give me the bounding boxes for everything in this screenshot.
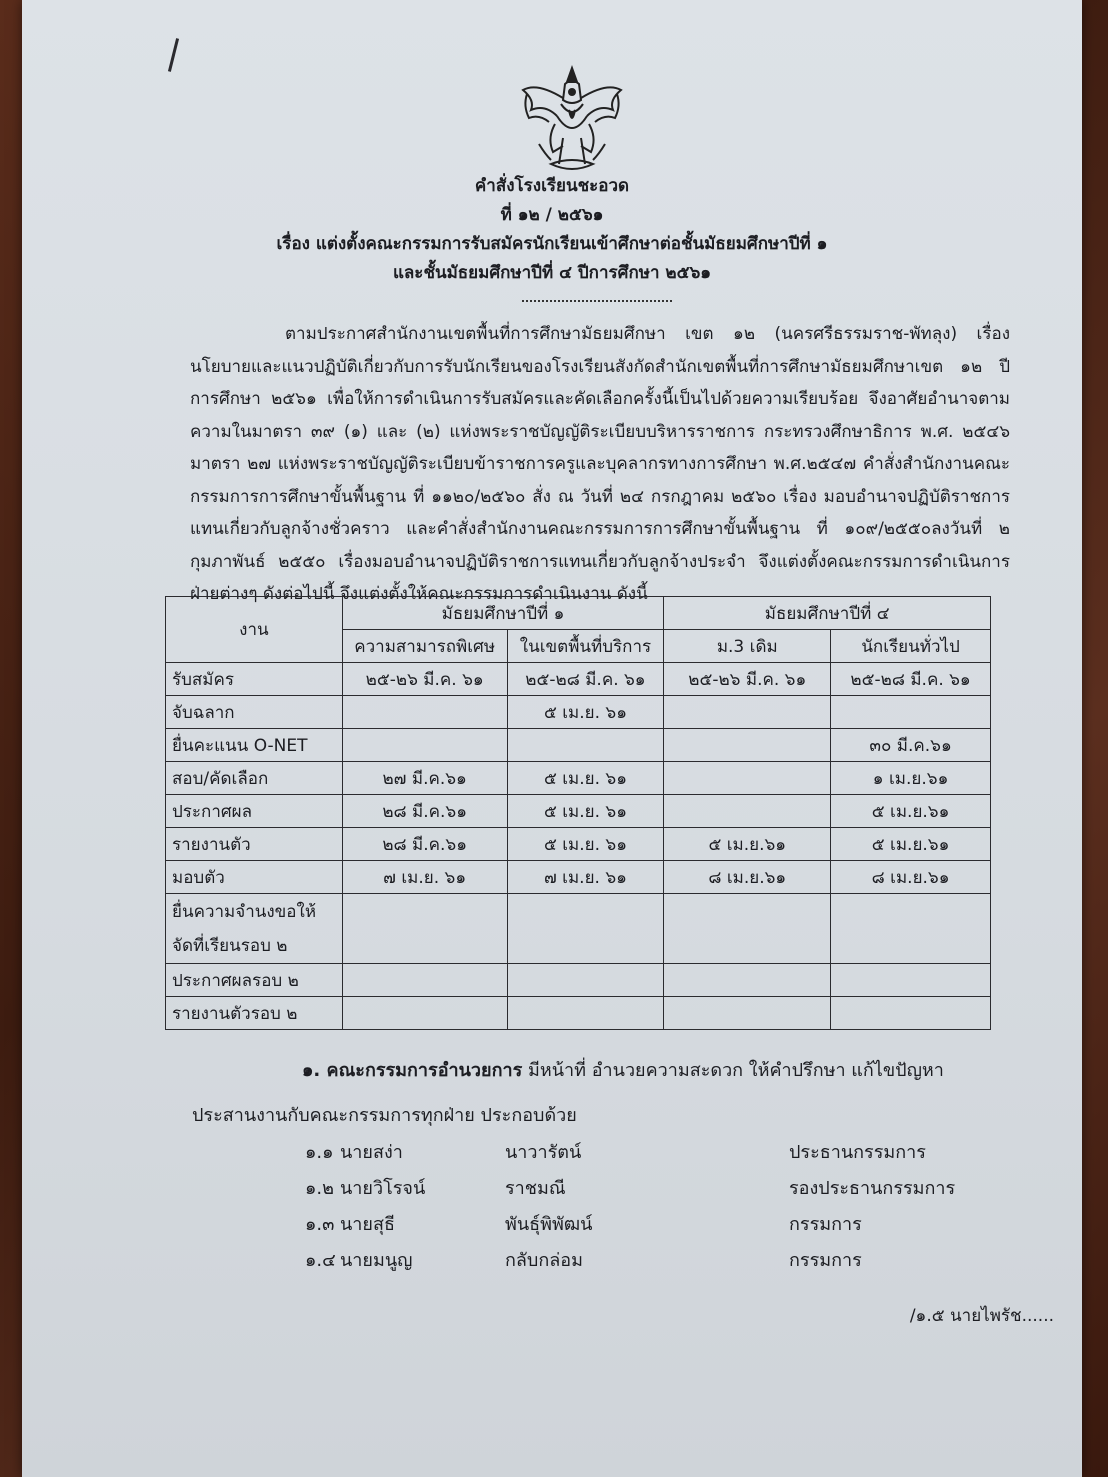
- cell: ๕ เม.ย. ๖๑: [507, 795, 664, 828]
- cell: [507, 997, 664, 1030]
- cell: ๕ เม.ย.๖๑: [664, 828, 831, 861]
- row-task: ประกาศผล: [166, 795, 343, 828]
- member-first-name: นายวิโรจน์: [340, 1178, 426, 1199]
- committee-subheading: ประสานงานกับคณะกรรมการทุกฝ่าย ประกอบด้วย: [192, 1105, 577, 1126]
- cell: ๒๕-๒๘ มี.ค. ๖๑: [507, 663, 664, 696]
- cell: [342, 964, 507, 997]
- table-row: [166, 663, 991, 696]
- subheader-m1-area: ในเขตพื้นที่บริการ: [507, 630, 664, 663]
- cell: ๒๕-๒๖ มี.ค. ๖๑: [664, 663, 831, 696]
- table-row: [166, 997, 991, 1030]
- member-role: รองประธานกรรมการ: [789, 1178, 956, 1199]
- cell: ๕ เม.ย. ๖๑: [507, 762, 664, 795]
- cell: [507, 964, 664, 997]
- cell: ๒๗ มี.ค.๖๑: [342, 762, 507, 795]
- subject-line-1: เรื่อง แต่งตั้งคณะกรรมการรับสมัครนักเรียนเข้าศึกษาต่อชั้นมัธยมศึกษาปีที่ ๑: [276, 234, 828, 254]
- subheader-m4-old: ม.3 เดิม: [664, 630, 831, 663]
- table-header-row: [166, 597, 991, 630]
- member-number: ๑.๓: [305, 1214, 335, 1235]
- member-row: [22, 1245, 1082, 1279]
- garuda-emblem-icon: [517, 60, 627, 175]
- cell: ๗ เม.ย. ๖๑: [507, 861, 664, 894]
- header-task: งาน: [166, 597, 343, 663]
- body-paragraph: ตามประกาศสำนักงานเขตพื้นที่การศึกษามัธยมศึกษา เขต ๑๒ (นครศรีธรรมราช-พัทลุง) เรื่อง นโยบายและแนวปฏิบัติเกี่ยวกับการรับนักเรียนของโรงเรียนสังกัดสำนักเขตพื้นที่การศึกษามัธยมศึกษาเขต ๑๒ ปีการศึกษา ๒๕๖๑ เพื่อให้การดำเนินการรับสมัครและคัดเลือกครั้งนี้เป็นไปด้วยความเรียบร้อย จึงอาศัยอำนาจตามความในมาตรา ๓๙ (๑) และ (๒) แห่งพระราชบัญญัติระเบียบบริหารราชการ กระทรวงศึกษาธิการ พ.ศ. ๒๕๔๖ มาตรา ๒๗ แห่งพระราชบัญญัติระเบียบข้าราชการครูและบุคลากรทางการศึกษา พ.ศ.๒๕๔๗ คำสั่งสำนักงานคณะกรรมการการศึกษาขั้นพื้นฐาน ที่ ๑๑๒๐/๒๕๖๐ สั่ง ณ วันที่ ๒๔ กรกฎาคม ๒๕๖๐ เรื่อง มอบอำนาจปฏิบัติราชการแทนเกี่ยวกับลูกจ้างชั่วคราว และคำสั่งสำนักงานคณะกรรมการการศึกษาขั้นพื้นฐาน ที่ ๑๐๙/๒๕๕๐ลงวันที่ ๒ กุมภาพันธ์ ๒๕๕๐ เรื่องมอบอำนาจปฏิบัติราชการแทนเกี่ยวกับลูกจ้างประจำ จึงแต่งตั้งคณะกรรมการดำเนินการฝ่ายต่างๆ ดังต่อไปนี้ จึงแต่งตั้งให้คณะกรรมการดำเนินงาน ดังนี้: [190, 324, 1010, 604]
- row-task: จับฉลาก: [166, 696, 343, 729]
- cell: [342, 696, 507, 729]
- committee-heading-title: ๑. คณะกรรมการอำนวยการ: [302, 1060, 523, 1081]
- row-task: มอบตัว: [166, 861, 343, 894]
- member-last-name: พันธุ์พิพัฒน์: [505, 1214, 593, 1235]
- member-first-name: นายสง่า: [340, 1142, 403, 1163]
- subheader-m1-special: ความสามารถพิเศษ: [342, 630, 507, 663]
- member-first-name: นายมนูญ: [340, 1250, 413, 1271]
- cell: ๑ เม.ย.๖๑: [831, 762, 991, 795]
- cell: ๕ เม.ย. ๖๑: [507, 828, 664, 861]
- cell: [664, 894, 831, 964]
- cell: ๓๐ มี.ค.๖๑: [831, 729, 991, 762]
- member-first-name: นายสุธี: [340, 1214, 395, 1235]
- table-row: [166, 828, 991, 861]
- cell: [664, 696, 831, 729]
- cell: [664, 762, 831, 795]
- row-task: สอบ/คัดเลือก: [166, 762, 343, 795]
- cell: ๒๘ มี.ค.๖๑: [342, 795, 507, 828]
- member-row: [22, 1173, 1082, 1207]
- cell: [664, 964, 831, 997]
- cell: [831, 997, 991, 1030]
- member-role: ประธานกรรมการ: [789, 1142, 926, 1163]
- member-role: กรรมการ: [789, 1214, 862, 1235]
- cell: [831, 894, 991, 964]
- cell: ๘ เม.ย.๖๑: [831, 861, 991, 894]
- row-task: รายงานตัวรอบ ๒: [166, 997, 343, 1030]
- cell: ๕ เม.ย.๖๑: [831, 828, 991, 861]
- member-number: ๑.๔: [305, 1250, 336, 1271]
- pen-mark: [168, 38, 179, 72]
- committee-heading: [302, 1055, 944, 1084]
- row-task: รายงานตัว: [166, 828, 343, 861]
- member-last-name: ราชมณี: [505, 1178, 566, 1199]
- cell: [664, 997, 831, 1030]
- subheader-m4-general: นักเรียนทั่วไป: [831, 630, 991, 663]
- cell: [831, 964, 991, 997]
- continuation-note: /๑.๕ นายไพรัช......: [909, 1306, 1054, 1326]
- cell: [664, 795, 831, 828]
- cell: [342, 997, 507, 1030]
- member-row: [22, 1137, 1082, 1171]
- member-number: ๑.๑: [305, 1142, 334, 1163]
- header-m4: มัธยมศึกษาปีที่ ๔: [664, 597, 991, 630]
- member-last-name: นาวารัตน์: [505, 1142, 582, 1163]
- cell: [507, 729, 664, 762]
- cell: [342, 894, 507, 964]
- cell: ๒๘ มี.ค.๖๑: [342, 828, 507, 861]
- cell: ๘ เม.ย.๖๑: [664, 861, 831, 894]
- header-divider: [522, 300, 672, 302]
- cell: [342, 729, 507, 762]
- table-row: [166, 894, 991, 964]
- row-task: ประกาศผลรอบ ๒: [166, 964, 343, 997]
- row-task: ยื่นคะแนน O-NET: [166, 729, 343, 762]
- cell: ๒๕-๒๖ มี.ค. ๖๑: [342, 663, 507, 696]
- cell: [831, 696, 991, 729]
- member-row: [22, 1209, 1082, 1243]
- table-row: [166, 861, 991, 894]
- table-row: [166, 729, 991, 762]
- header-m1: มัธยมศึกษาปีที่ ๑: [342, 597, 664, 630]
- cell: ๒๕-๒๘ มี.ค. ๖๑: [831, 663, 991, 696]
- table-row: [166, 795, 991, 828]
- table-row: [166, 964, 991, 997]
- cell: [664, 729, 831, 762]
- member-last-name: กลับกล่อม: [505, 1250, 583, 1271]
- order-number: ที่ ๑๒ / ๒๕๖๑: [500, 205, 604, 225]
- committee-heading-duty: มีหน้าที่ อำนวยความสะดวก ให้คำปรึกษา แก้ไขปัญหา: [528, 1060, 944, 1081]
- table-row: [166, 696, 991, 729]
- member-number: ๑.๒: [305, 1178, 335, 1199]
- document-page: [22, 0, 1082, 1477]
- cell: ๗ เม.ย. ๖๑: [342, 861, 507, 894]
- row-task: รับสมัคร: [166, 663, 343, 696]
- row-task: ยื่นความจำนงขอให้ จัดที่เรียนรอบ ๒: [166, 894, 343, 964]
- cell: ๕ เม.ย. ๖๑: [507, 696, 664, 729]
- order-title: คำสั่งโรงเรียนชะอวด: [474, 176, 630, 196]
- cell: [507, 894, 664, 964]
- table-row: [166, 762, 991, 795]
- member-role: กรรมการ: [789, 1250, 862, 1271]
- schedule-table: [165, 596, 991, 1030]
- subject-line-2: และชั้นมัธยมศึกษาปีที่ ๔ ปีการศึกษา ๒๕๖๑: [392, 263, 712, 283]
- cell: ๕ เม.ย.๖๑: [831, 795, 991, 828]
